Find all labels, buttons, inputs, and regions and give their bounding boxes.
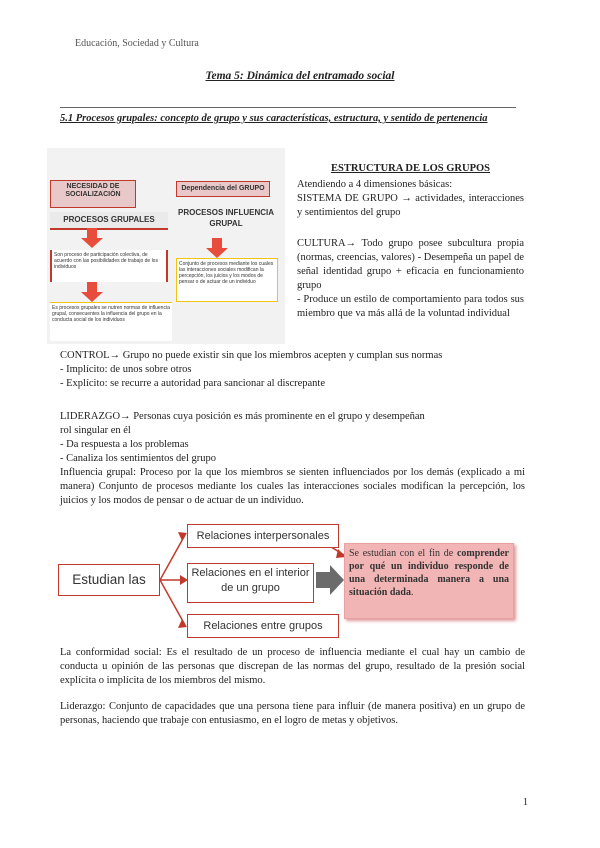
relation-box-1: Relaciones interpersonales bbox=[187, 524, 339, 548]
page-number: 1 bbox=[523, 797, 528, 808]
section-heading: 5.1 Procesos grupales: concepto de grupo y sus características, estructura, y sentido de pertenencia bbox=[60, 113, 488, 124]
influence-paragraph: Influencia grupal: Proceso por la que los miembros se sienten influenciados por los demás (explicado a mi manera) Conjunto de procesos mediante los cuales las interacciones sociales modifican la percepción, los juicios y los modos de pensar o de actuar de un individuo. bbox=[60, 467, 525, 506]
dependence-box: Dependencia del GRUPO bbox=[176, 181, 270, 197]
leadership-definition: Liderazgo: Conjunto de capacidades que una persona tiene para influir (de manera positiva) en un grupo de personas, haciendo que trabaje con entusiasmo, en el logro de metas y objetivos. bbox=[60, 701, 525, 726]
note-b: comprender por qué un individuo responde de una determinada manera a una situación dada bbox=[349, 548, 509, 598]
structure-line-1: SISTEMA DE GRUPO → actividades, interacciones y sentimientos del grupo bbox=[297, 193, 524, 218]
note-c: . bbox=[410, 587, 414, 598]
relation-box-2: Relaciones en el interior de un grupo bbox=[187, 563, 314, 603]
leadership-2: - Da respuesta a los problemas bbox=[60, 439, 189, 450]
control-1: - Implícito: de unos sobre otros bbox=[60, 364, 192, 375]
influence-processes-box: PROCESOS INFLUENCIA GRUPAL bbox=[177, 208, 274, 228]
conformity-paragraph: La conformidad social: Es el resultado de un proceso de influencia mediante el cual hay un cambio de conducta u opinión de las personas que discrepan de las normas del grupo, resultado de la presión social explícita o implícita de los miembros del mismo. bbox=[60, 647, 525, 686]
culture-1: - Produce un estilo de comportamiento para todos sus miembro que va más allá de la voluntad individual bbox=[297, 294, 524, 319]
title-rule bbox=[60, 107, 516, 108]
leadership-0: LIDERAZGO→ Personas cuya posición es más prominente en el grupo y desempeñan bbox=[60, 411, 425, 422]
root-box: Estudian las bbox=[58, 564, 160, 596]
group-processes-box: PROCESOS GRUPALES bbox=[50, 212, 168, 230]
influence-processes-text: Conjunto de procesos mediante los cuales las interacciones sociales modifican la percepción, los juicios y los modos de pensar o de actuar de un individuo bbox=[176, 258, 278, 302]
structure-line-0: Atendiendo a 4 dimensiones básicas: bbox=[297, 179, 453, 190]
note-a: Se estudian con el fin de bbox=[349, 548, 457, 559]
culture-0: CULTURA→ Todo grupo posee subcultura propia (normas, creencias, valores) - Desempeña un papel de señal identidad grupo + eficacia en funcionamiento grupo bbox=[297, 238, 524, 291]
control-0: CONTROL→ Grupo no puede existir sin que los miembros acepten y cumplan sus normas bbox=[60, 350, 443, 361]
page-title: Tema 5: Dinámica del entramado social bbox=[205, 70, 395, 82]
leadership-3: - Canaliza los sentimientos del grupo bbox=[60, 453, 217, 464]
group-processes-text: Son proceso de participación colectiva, de acuerdo con las posibilidades de trabajo de los individuos bbox=[50, 250, 168, 282]
relation-box-3: Relaciones entre grupos bbox=[187, 614, 339, 638]
need-box: NECESIDAD DE SOCIALIZACIÓN bbox=[50, 180, 136, 208]
control-2: - Explícito: se recurre a autoridad para sancionar al discrepante bbox=[60, 378, 325, 389]
note-box bbox=[344, 543, 514, 619]
structure-heading: ESTRUCTURA DE LOS GRUPOS bbox=[331, 163, 490, 174]
leadership-1: rol singular en él bbox=[60, 425, 131, 436]
bottom-text: Es procesos grupales se nutren normas de influencia grupal, consecuentes la influencia del grupo en la conducta social de los individuos bbox=[50, 302, 172, 341]
running-header: Educación, Sociedad y Cultura bbox=[75, 38, 199, 49]
